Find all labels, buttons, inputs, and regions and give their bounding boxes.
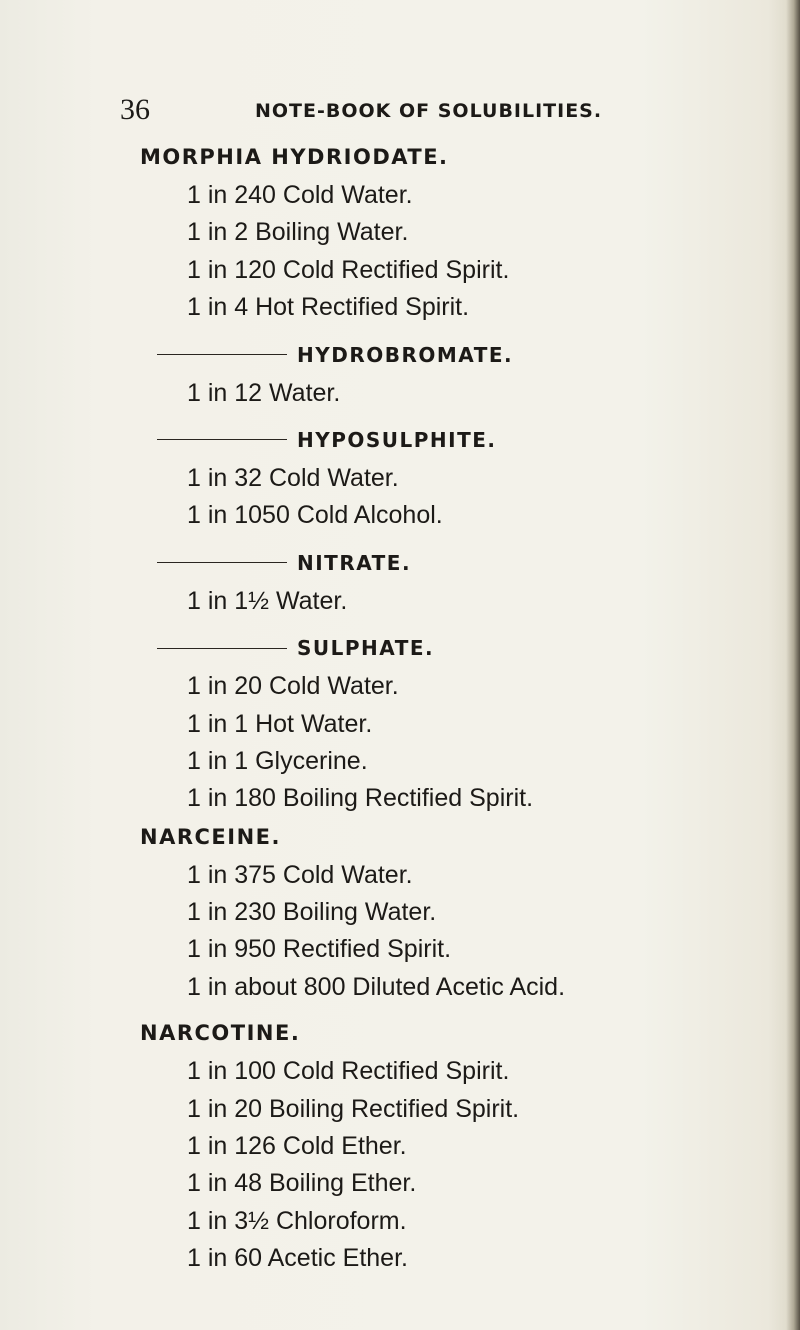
section-sulphate xyxy=(140,628,780,818)
solubility-entry: 1 in 12 Water. xyxy=(187,378,341,407)
page-binding-edge xyxy=(786,0,800,1330)
solubility-entry: 1 in 230 Boiling Water. xyxy=(187,898,437,927)
solubility-entry: 1 in 100 Cold Rectified Spirit. xyxy=(187,1057,510,1086)
solubility-entry: 1 in 1½ Water. xyxy=(187,586,348,615)
ditto-dash xyxy=(157,354,287,355)
solubility-entry: 1 in 60 Acetic Ether. xyxy=(187,1244,408,1273)
section-heading: NARCEINE. xyxy=(140,824,281,849)
solubility-entry: 1 in 126 Cold Ether. xyxy=(187,1132,407,1161)
section-morphia-hydriodate xyxy=(140,138,780,327)
solubility-entry: 1 in about 800 Diluted Acetic Acid. xyxy=(187,972,566,1001)
subsection-title: HYPOSULPHITE. xyxy=(297,427,497,452)
solubility-entry: 1 in 4 Hot Rectified Spirit. xyxy=(187,293,470,322)
section-hydrobromate xyxy=(140,335,780,412)
subsection-title: SULPHATE. xyxy=(297,636,435,661)
solubility-entry: 1 in 1 Hot Water. xyxy=(187,709,373,738)
solubility-entry: 1 in 20 Boiling Rectified Spirit. xyxy=(187,1094,520,1123)
running-title: NOTE-BOOK OF SOLUBILITIES. xyxy=(255,100,603,122)
section-narcotine xyxy=(140,1014,780,1277)
solubility-entry: 1 in 48 Boiling Ether. xyxy=(187,1169,417,1198)
solubility-entry: 1 in 1 Glycerine. xyxy=(187,746,368,775)
solubility-list xyxy=(140,138,780,1278)
running-head xyxy=(120,92,640,128)
solubility-entry: 1 in 950 Rectified Spirit. xyxy=(187,935,452,964)
section-hyposulphite xyxy=(140,420,780,535)
subsection-heading xyxy=(140,543,780,583)
solubility-entry: 1 in 1050 Cold Alcohol. xyxy=(187,501,443,530)
section-heading: MORPHIA HYDRIODATE. xyxy=(140,145,449,169)
solubility-entry: 1 in 375 Cold Water. xyxy=(187,860,413,889)
section-nitrate xyxy=(140,543,780,620)
subsection-heading xyxy=(140,335,780,375)
solubility-entry: 1 in 3½ Chloroform. xyxy=(187,1206,407,1235)
ditto-dash xyxy=(157,439,287,440)
subsection-heading xyxy=(140,628,780,668)
section-narceine xyxy=(140,818,780,1007)
solubility-entry: 1 in 32 Cold Water. xyxy=(187,463,399,492)
subsection-heading xyxy=(140,420,780,460)
ditto-dash xyxy=(157,562,287,563)
section-heading: NARCOTINE. xyxy=(140,1021,301,1046)
solubility-entry: 1 in 240 Cold Water. xyxy=(187,181,413,209)
ditto-dash xyxy=(157,648,287,649)
subsection-title: HYDROBROMATE. xyxy=(297,342,514,367)
solubility-entry: 1 in 20 Cold Water. xyxy=(187,672,399,701)
page-number: 36 xyxy=(120,93,150,126)
solubility-entry: 1 in 180 Boiling Rectified Spirit. xyxy=(187,784,534,813)
subsection-title: NITRATE. xyxy=(297,550,412,575)
solubility-entry: 1 in 2 Boiling Water. xyxy=(187,218,409,247)
solubility-entry: 1 in 120 Cold Rectified Spirit. xyxy=(187,255,510,284)
